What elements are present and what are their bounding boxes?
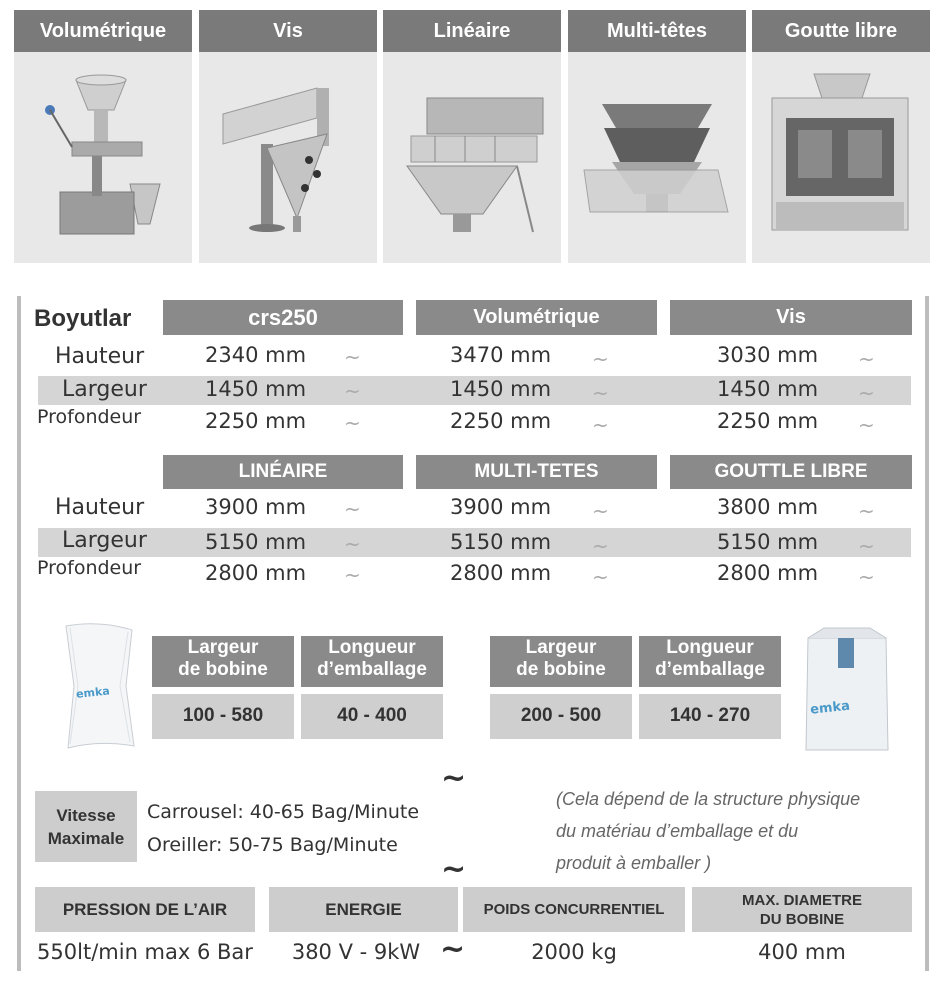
speed-carrousel: Carrousel: 40-65 Bag/Minute bbox=[147, 801, 420, 823]
emka-logo: emka bbox=[75, 684, 111, 701]
speed-label-line: Maximale bbox=[47, 829, 125, 848]
approx-tilde: ~ bbox=[344, 379, 361, 403]
panel-right-border bbox=[925, 296, 929, 971]
approx-tilde: ~ bbox=[858, 413, 875, 437]
note-line: du matériau d’emballage et du bbox=[556, 821, 799, 841]
header-line: Largeur bbox=[525, 637, 597, 658]
product-tile-title: Goutte libre bbox=[752, 10, 930, 52]
volumetric-machine-image bbox=[14, 52, 192, 263]
spec-value-weight: 2000 kg bbox=[531, 940, 617, 964]
free-fall-machine-image bbox=[752, 52, 930, 263]
product-tile-goutte-libre[interactable] bbox=[752, 10, 930, 263]
header-line: d’emballage bbox=[317, 659, 427, 680]
product-tile-lineaire[interactable] bbox=[383, 10, 561, 263]
dimension-value: 1450 mm bbox=[717, 377, 819, 401]
note-line: produit à emballer ) bbox=[556, 853, 712, 873]
approx-tilde: ~ bbox=[344, 411, 361, 435]
width-header-left bbox=[152, 636, 294, 687]
header-line: Longueur bbox=[328, 637, 416, 658]
approx-tilde: ~ bbox=[592, 565, 609, 589]
note-line: (Cela dépend de la structure physique bbox=[556, 789, 861, 809]
spec-value-diameter: 400 mm bbox=[758, 940, 846, 964]
spec-header-air-pressure bbox=[35, 887, 255, 932]
linear-weigher-image bbox=[383, 52, 561, 263]
dimension-value: 5150 mm bbox=[717, 530, 819, 554]
header-line: Largeur bbox=[187, 637, 259, 658]
dimension-value: 2800 mm bbox=[450, 561, 552, 585]
column-header-gouttle-libre: GOUTTLE LIBRE bbox=[670, 455, 912, 489]
dimension-value: 3470 mm bbox=[450, 343, 552, 367]
approx-tilde: ~ bbox=[344, 497, 361, 521]
header-line: de bobine bbox=[178, 659, 268, 680]
dimension-value: 2800 mm bbox=[717, 561, 819, 585]
dimension-value: 3800 mm bbox=[717, 495, 819, 519]
length-header-left bbox=[301, 636, 443, 687]
emka-logo: emka bbox=[809, 698, 851, 718]
approx-tilde: ~ bbox=[344, 532, 361, 556]
dimension-value: 2800 mm bbox=[205, 561, 307, 585]
header-line: Longueur bbox=[666, 637, 754, 658]
header-line: POIDS CONCURRENTIEL bbox=[483, 901, 665, 918]
approx-tilde: ~ bbox=[858, 534, 875, 558]
product-tile-title: Multi-têtes bbox=[568, 10, 746, 52]
dimensions-title: Boyutlar bbox=[34, 305, 132, 332]
column-header-crs250: crs250 bbox=[163, 300, 403, 335]
header-line: d’emballage bbox=[655, 659, 765, 680]
block-bottom-bag-image bbox=[800, 624, 894, 758]
approx-tilde: ~ bbox=[592, 347, 609, 371]
row-label-largeur: Largeur bbox=[62, 377, 147, 402]
approx-tilde: ~ bbox=[858, 347, 875, 371]
approx-tilde: ~ bbox=[440, 932, 466, 967]
dimension-value: 1450 mm bbox=[450, 377, 552, 401]
approx-tilde: ~ bbox=[858, 381, 875, 405]
spec-value-air-pressure: 550lt/min max 6 Bar bbox=[37, 940, 253, 964]
column-header-volumetrique: Volumétrique bbox=[416, 300, 657, 335]
approx-tilde: ~ bbox=[592, 534, 609, 558]
spec-header-diameter bbox=[692, 887, 912, 932]
speed-label bbox=[35, 791, 137, 862]
approx-tilde: ~ bbox=[592, 413, 609, 437]
speed-note bbox=[556, 783, 860, 879]
approx-tilde: ~ bbox=[441, 852, 467, 887]
approx-tilde: ~ bbox=[592, 499, 609, 523]
product-tile-multi-tetes[interactable] bbox=[568, 10, 746, 263]
approx-tilde: ~ bbox=[858, 499, 875, 523]
row-label-largeur: Largeur bbox=[62, 528, 147, 553]
dimension-value: 2250 mm bbox=[717, 409, 819, 433]
header-line: DU BOBINE bbox=[759, 910, 845, 928]
dimension-value: 5150 mm bbox=[450, 530, 552, 554]
header-line: ENERGIE bbox=[325, 899, 402, 919]
product-tile-title: Linéaire bbox=[383, 10, 561, 52]
column-header-vis: Vis bbox=[670, 300, 912, 335]
dimension-value: 3030 mm bbox=[717, 343, 819, 367]
length-value-left: 40 - 400 bbox=[301, 694, 443, 739]
row-label-hauteur: Hauteur bbox=[55, 495, 145, 520]
column-header-lineaire: LINÉAIRE bbox=[163, 455, 403, 489]
width-value-right: 200 - 500 bbox=[490, 694, 632, 739]
length-header-right bbox=[639, 636, 781, 687]
spec-header-energy bbox=[269, 887, 458, 932]
header-line: de bobine bbox=[516, 659, 606, 680]
approx-tilde: ~ bbox=[344, 563, 361, 587]
dimension-value: 3900 mm bbox=[205, 495, 307, 519]
approx-tilde: ~ bbox=[592, 381, 609, 405]
dimension-value: 3900 mm bbox=[450, 495, 552, 519]
auger-machine-image bbox=[199, 52, 377, 263]
dimension-value: 1450 mm bbox=[205, 377, 307, 401]
panel-left-border bbox=[17, 296, 21, 971]
speed-oreiller: Oreiller: 50-75 Bag/Minute bbox=[147, 834, 398, 856]
multihead-weigher-image bbox=[568, 52, 746, 263]
approx-tilde: ~ bbox=[441, 761, 467, 796]
approx-tilde: ~ bbox=[344, 345, 361, 369]
product-tile-title: Vis bbox=[199, 10, 377, 52]
header-line: MAX. DIAMETRE bbox=[742, 891, 862, 909]
row-label-profondeur: Profondeur bbox=[37, 557, 142, 579]
dimension-value: 5150 mm bbox=[205, 530, 307, 554]
spec-value-energy: 380 V - 9kW bbox=[291, 940, 421, 964]
dimension-value: 2250 mm bbox=[450, 409, 552, 433]
width-value-left: 100 - 580 bbox=[152, 694, 294, 739]
product-tile-volumetrique[interactable] bbox=[14, 10, 192, 263]
width-header-right bbox=[490, 636, 632, 687]
dimension-value: 2340 mm bbox=[205, 343, 307, 367]
dimension-value: 2250 mm bbox=[205, 409, 307, 433]
approx-tilde: ~ bbox=[858, 565, 875, 589]
row-label-hauteur: Hauteur bbox=[55, 344, 145, 369]
pillow-bag-image bbox=[60, 620, 140, 752]
header-line: PRESSION DE L’AIR bbox=[62, 899, 228, 919]
column-header-multi-tetes: MULTI-TETES bbox=[416, 455, 657, 489]
product-tile-title: Volumétrique bbox=[14, 10, 192, 52]
speed-label-line: Vitesse bbox=[56, 806, 116, 825]
spec-header-weight bbox=[463, 887, 685, 932]
length-value-right: 140 - 270 bbox=[639, 694, 781, 739]
product-tile-vis[interactable] bbox=[199, 10, 377, 263]
row-label-profondeur: Profondeur bbox=[37, 406, 142, 428]
